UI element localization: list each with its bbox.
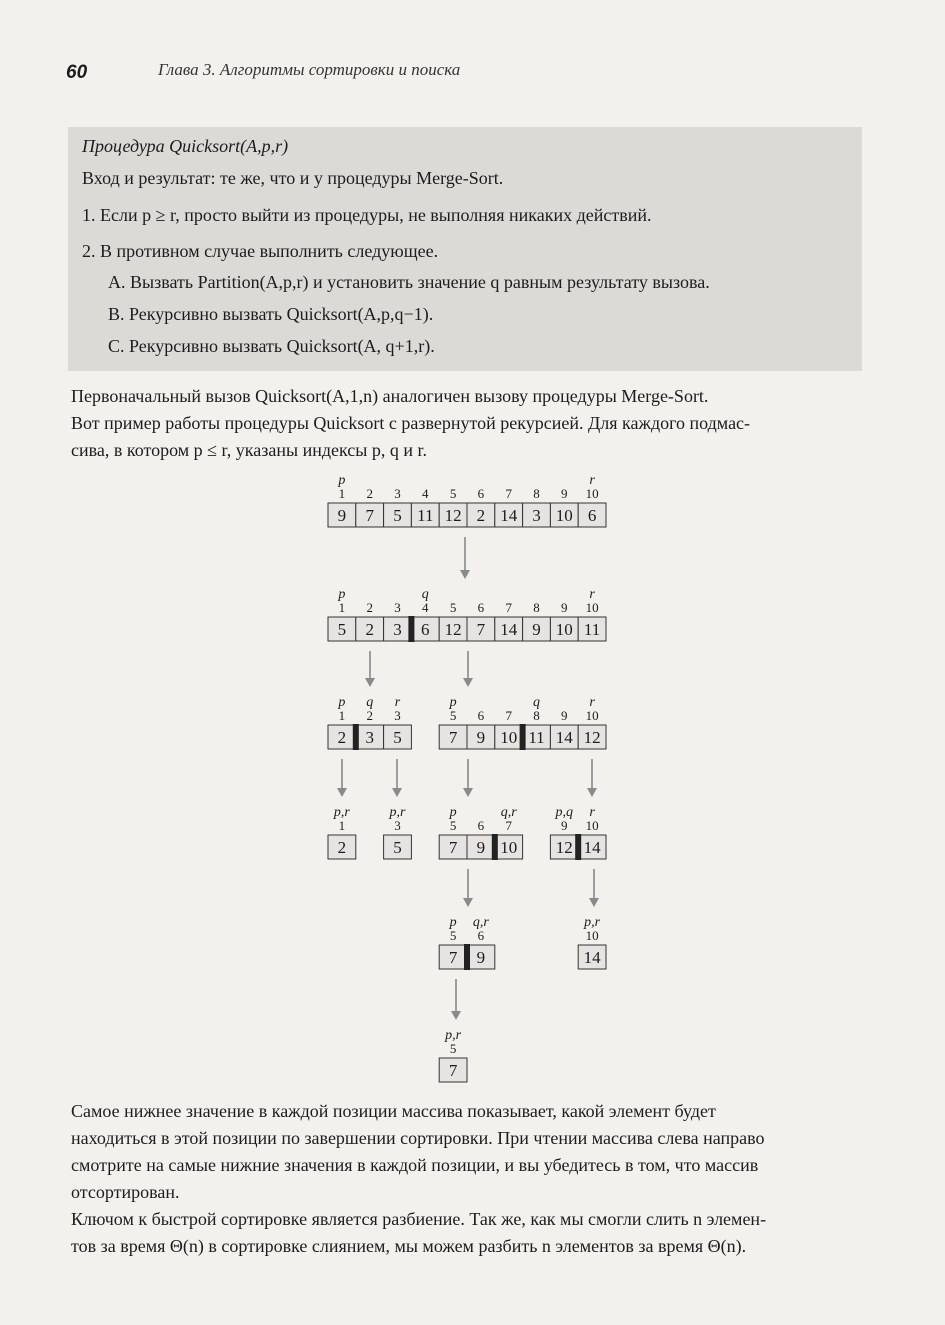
cell-index: 7 — [505, 600, 512, 615]
index-label: r — [589, 805, 595, 820]
cell-index: 6 — [477, 486, 485, 501]
index-label: p — [449, 695, 457, 710]
cell-index: 7 — [505, 818, 512, 833]
closing-paragraph — [71, 1098, 863, 1206]
cell-index: 6 — [477, 928, 485, 943]
cell-value: 2 — [365, 620, 374, 639]
cell-value: 9 — [476, 948, 486, 967]
index-label: p,r — [389, 805, 406, 820]
index-label: q,r — [472, 915, 489, 930]
index-label: q,r — [500, 805, 517, 820]
cell-index: 9 — [561, 486, 568, 501]
procedure-step-2: 2. В противном случае выполнить следующее. — [82, 241, 439, 261]
pivot-marker — [464, 944, 470, 970]
cell-index: 3 — [394, 818, 401, 833]
cell-index: 1 — [338, 600, 346, 615]
cell-index: 10 — [585, 708, 599, 723]
cell-value: 3 — [365, 728, 374, 747]
cell-index: 10 — [585, 600, 599, 615]
cell-index: 5 — [449, 928, 457, 943]
index-label: r — [589, 473, 595, 488]
down-arrow-head — [451, 1011, 461, 1020]
cell-index: 5 — [449, 486, 457, 501]
cell-value: 11 — [583, 620, 601, 639]
final-paragraph — [71, 1206, 863, 1260]
cell-index: 6 — [477, 708, 485, 723]
cell-value: 7 — [476, 620, 486, 639]
pivot-marker — [575, 834, 581, 860]
cell-index: 6 — [477, 600, 485, 615]
index-label: q — [421, 587, 429, 602]
final-line: тов за время Θ(n) в сортировке слиянием, мы можем разбить n элементов за время Θ(n). — [71, 1236, 747, 1256]
procedure-title: Процедура Quicksort(A,p,r) — [82, 136, 289, 156]
cell-value: 11 — [528, 728, 545, 747]
index-label: p — [449, 915, 457, 930]
cell-value: 9 — [476, 838, 486, 857]
cell-value: 2 — [337, 728, 347, 747]
cell-value: 9 — [337, 506, 347, 525]
cell-value: 14 — [500, 620, 518, 639]
index-label: p,r — [584, 915, 601, 930]
cell-value: 3 — [393, 620, 402, 639]
procedure-step-1: 1. Если p ≥ r, просто выйти из процедуры, не выполняя никаких действий. — [82, 205, 652, 225]
cell-index: 9 — [561, 708, 568, 723]
index-label: p,r — [445, 1028, 462, 1043]
cell-index: 7 — [505, 708, 512, 723]
intro-line: Первоначальный вызов Quicksort(A,1,n) аналогичен вызову процедуры Merge-Sort. — [71, 386, 709, 406]
cell-value: 10 — [555, 506, 573, 525]
pivot-marker — [492, 834, 498, 860]
cell-index: 4 — [422, 600, 429, 615]
index-label: p,q — [555, 805, 574, 820]
cell-value: 7 — [448, 1061, 458, 1080]
cell-value: 7 — [448, 838, 458, 857]
cell-value: 7 — [365, 506, 374, 525]
pivot-marker — [520, 724, 526, 750]
cell-index: 4 — [422, 486, 429, 501]
down-arrow-head — [460, 570, 470, 579]
closing-line: смотрите на самые нижние значения в каждой позиции, и вы убедитесь в том, что массив — [71, 1155, 759, 1175]
index-label: q — [533, 695, 540, 710]
page-number: 60 — [66, 62, 88, 83]
cell-value: 6 — [421, 620, 430, 639]
cell-index: 10 — [585, 818, 599, 833]
down-arrow-head — [392, 788, 402, 797]
cell-value: 3 — [532, 506, 541, 525]
index-label: r — [589, 695, 595, 710]
cell-value: 14 — [583, 838, 601, 857]
down-arrow-head — [589, 898, 599, 907]
cell-index: 1 — [338, 818, 346, 833]
cell-value: 9 — [476, 728, 486, 747]
index-label: q — [366, 695, 374, 710]
cell-index: 8 — [533, 600, 540, 615]
cell-value: 14 — [500, 506, 518, 525]
pivot-marker — [353, 724, 359, 750]
cell-value: 5 — [393, 838, 402, 857]
cell-index: 9 — [561, 818, 568, 833]
procedure-io: Вход и результат: те же, что и у процедуры Merge-Sort. — [82, 168, 504, 188]
index-label: p,r — [333, 805, 350, 820]
final-line: Ключом к быстрой сортировке является разбиение. Так же, как мы смогли слить n элемен- — [71, 1209, 767, 1229]
cell-value: 12 — [444, 620, 462, 639]
cell-index: 8 — [533, 486, 540, 501]
closing-line: отсортирован. — [71, 1182, 180, 1202]
down-arrow-head — [463, 678, 473, 687]
procedure-step-c: C. Рекурсивно вызвать Quicksort(A, q+1,r). — [108, 336, 435, 356]
down-arrow-head — [463, 898, 473, 907]
cell-index: 2 — [366, 600, 373, 615]
cell-index: 6 — [477, 818, 485, 833]
cell-index: 3 — [394, 486, 401, 501]
cell-value: 14 — [583, 948, 601, 967]
cell-index: 5 — [449, 1041, 457, 1056]
index-label: p — [338, 587, 346, 602]
cell-value: 12 — [583, 728, 601, 747]
cell-value: 10 — [500, 728, 518, 747]
procedure-step-b: B. Рекурсивно вызвать Quicksort(A,p,q−1). — [108, 304, 434, 324]
cell-value: 9 — [532, 620, 541, 639]
down-arrow-head — [587, 788, 597, 797]
cell-value: 12 — [444, 506, 462, 525]
index-label: p — [338, 473, 346, 488]
cell-index: 8 — [533, 708, 540, 723]
cell-value: 14 — [555, 728, 573, 747]
intro-line: сива, в котором p ≤ r, указаны индексы p, q и r. — [71, 440, 428, 460]
cell-value: 10 — [555, 620, 573, 639]
chapter-title: Глава 3. Алгоритмы сортировки и поиска — [158, 60, 461, 79]
cell-value: 5 — [393, 728, 402, 747]
cell-value: 5 — [337, 620, 347, 639]
cell-index: 2 — [366, 708, 373, 723]
intro-line: Вот пример работы процедуры Quicksort с развернутой рекурсией. Для каждого подмас- — [71, 413, 751, 433]
cell-index: 10 — [585, 486, 599, 501]
index-label: r — [589, 587, 595, 602]
down-arrow-head — [463, 788, 473, 797]
down-arrow-head — [365, 678, 375, 687]
closing-line: находиться в этой позиции по завершении сортировки. При чтении массива слева направо — [71, 1128, 765, 1148]
procedure-step-a: A. Вызвать Partition(A,p,r) и установить значение q равным результату вызова. — [108, 272, 710, 292]
cell-index: 7 — [505, 486, 512, 501]
cell-value: 2 — [337, 838, 347, 857]
cell-value: 7 — [448, 728, 458, 747]
cell-index: 1 — [338, 708, 346, 723]
cell-index: 3 — [394, 708, 401, 723]
cell-index: 5 — [449, 818, 457, 833]
index-label: p — [449, 805, 457, 820]
index-label: r — [394, 695, 401, 710]
down-arrow-head — [337, 788, 347, 797]
cell-value: 10 — [500, 838, 518, 857]
cell-index: 2 — [366, 486, 373, 501]
cell-value: 6 — [587, 506, 597, 525]
cell-value: 12 — [555, 838, 573, 857]
index-label: p — [338, 695, 346, 710]
cell-index: 5 — [449, 708, 457, 723]
cell-value: 7 — [448, 948, 458, 967]
cell-index: 10 — [585, 928, 599, 943]
cell-value: 5 — [393, 506, 402, 525]
cell-value: 11 — [417, 506, 434, 525]
closing-line: Самое нижнее значение в каждой позиции массива показывает, какой элемент будет — [71, 1101, 716, 1121]
cell-index: 1 — [338, 486, 346, 501]
cell-value: 2 — [476, 506, 486, 525]
pivot-marker — [408, 616, 414, 642]
cell-index: 9 — [561, 600, 568, 615]
cell-index: 5 — [449, 600, 457, 615]
cell-index: 3 — [394, 600, 401, 615]
